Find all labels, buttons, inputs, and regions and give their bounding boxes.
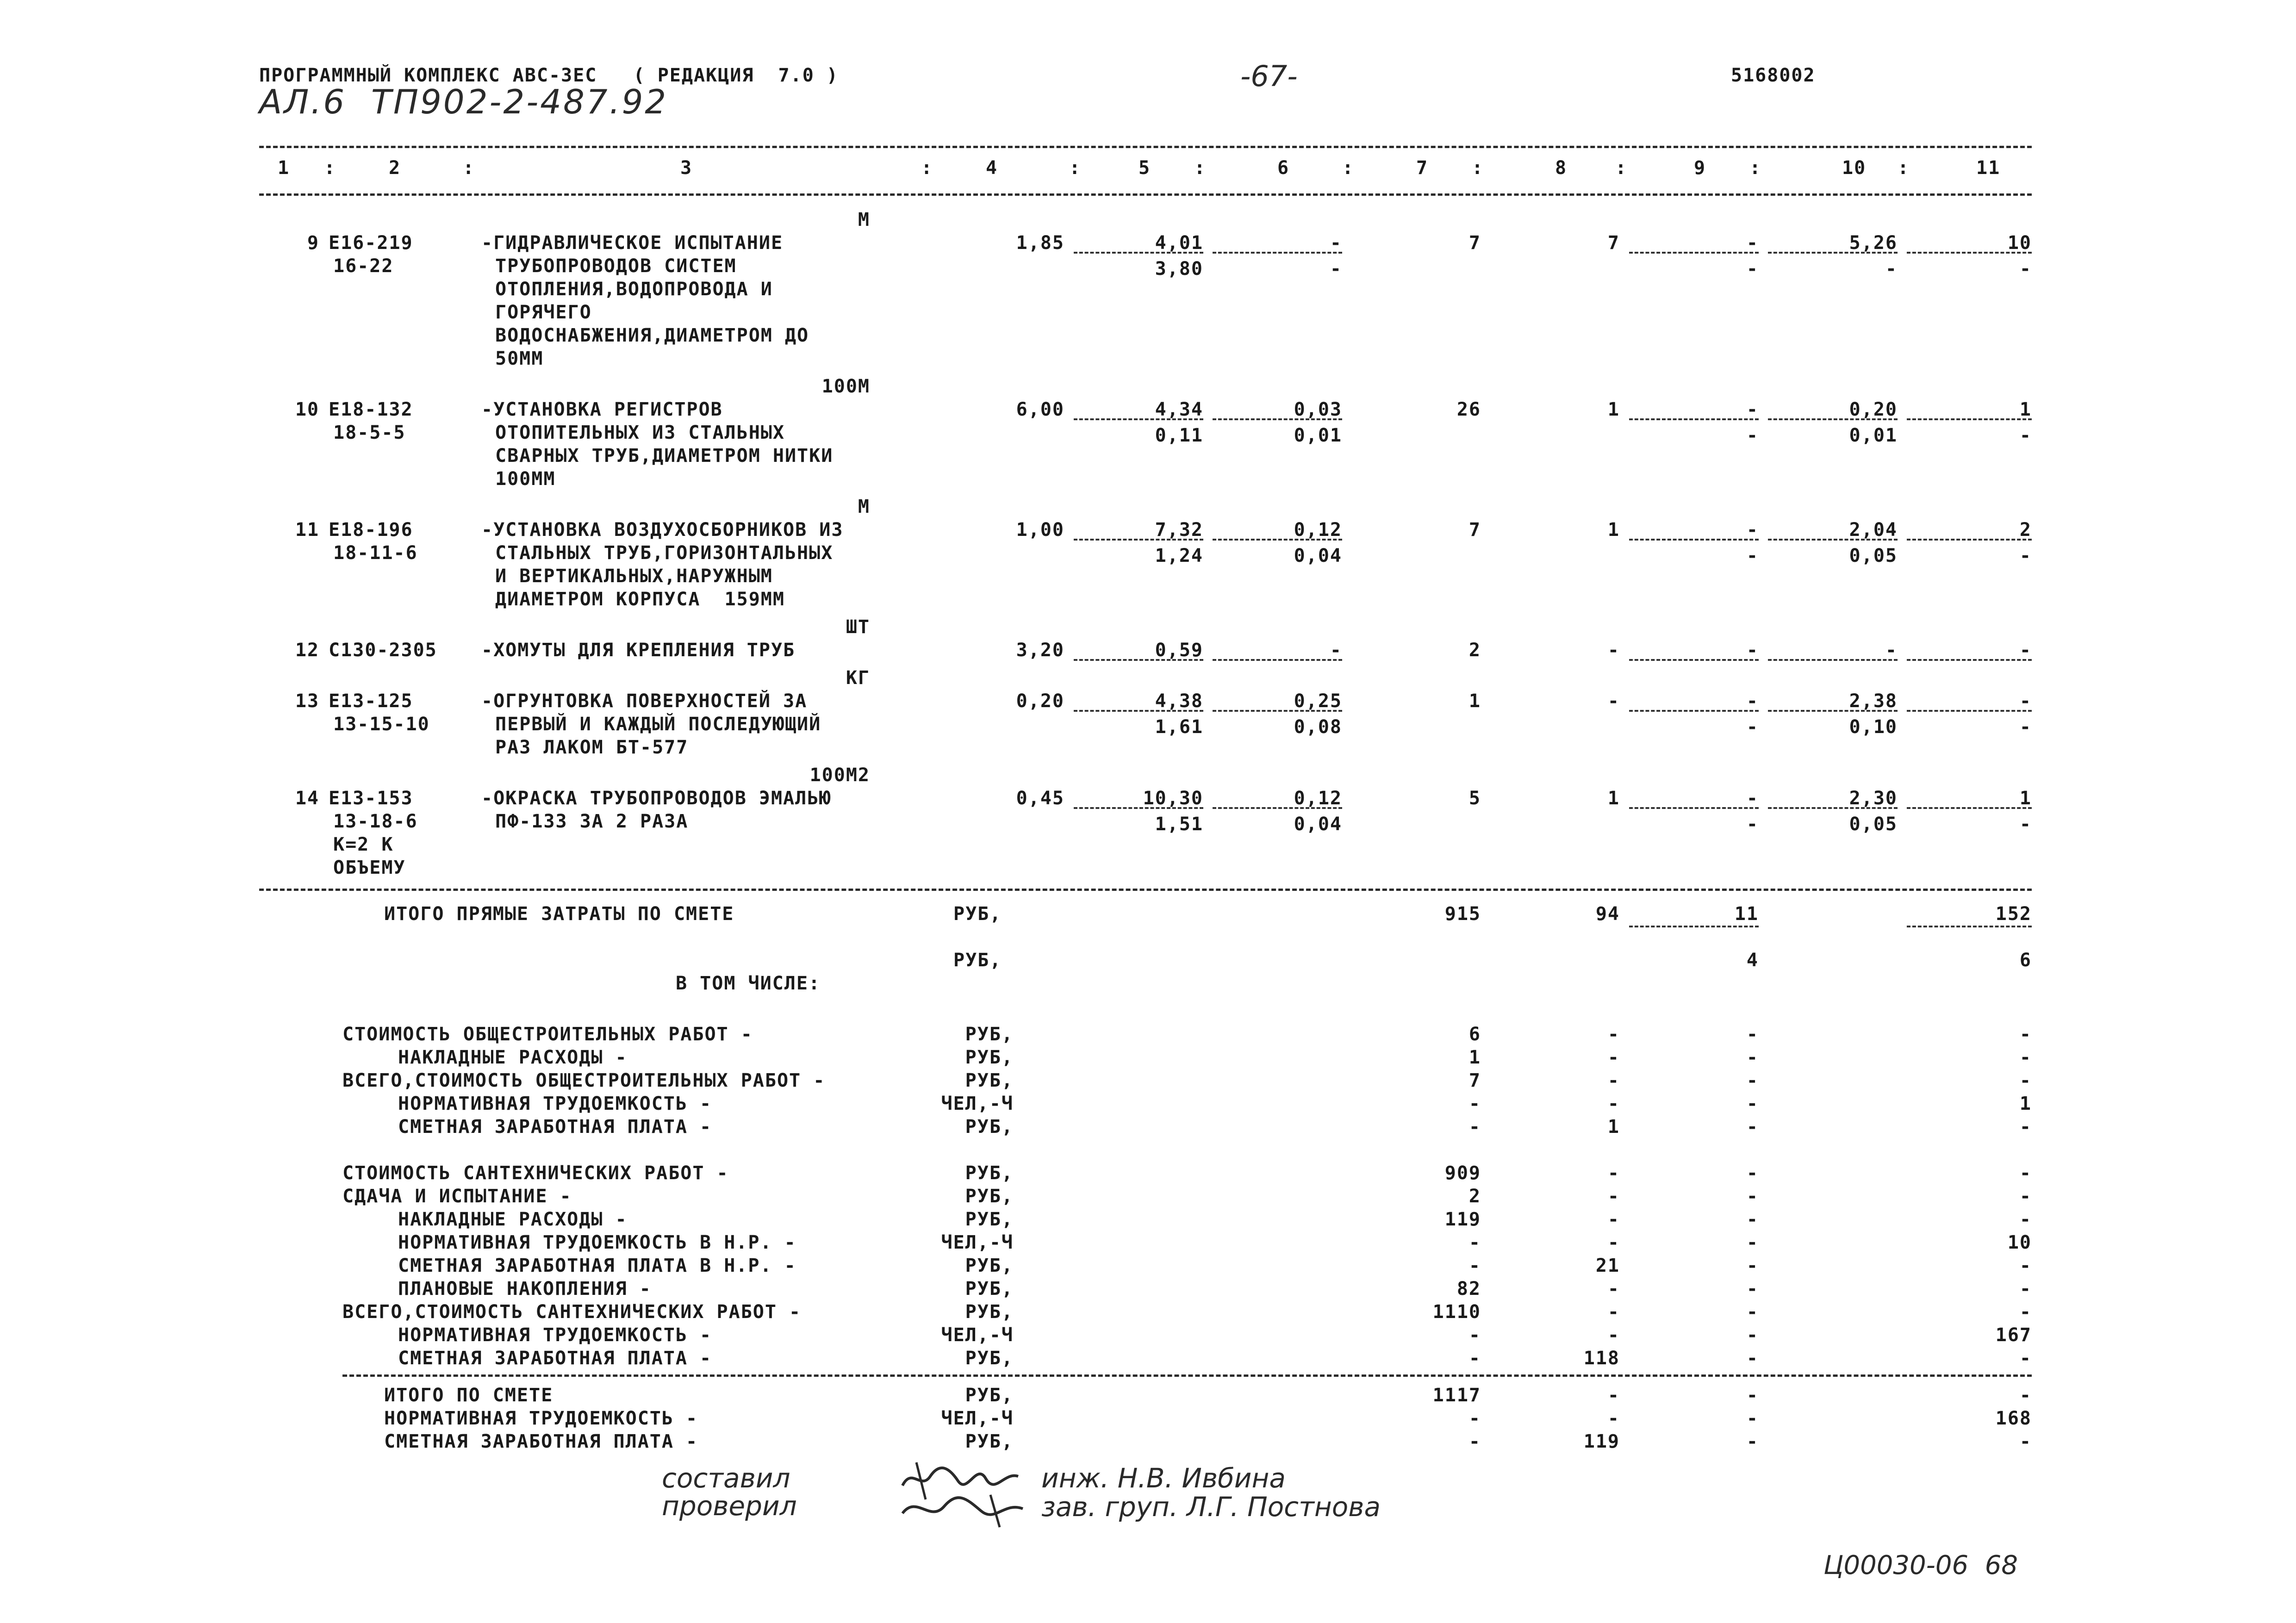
work-description: СТАЛЬНЫХ ТРУБ,ГОРИЗОНТАЛЬНЫХ [495,542,834,564]
column-header-9: 9 [1694,157,1706,179]
labor-total: 1 [2019,788,2032,809]
summary-labor: - [2019,1047,2032,1068]
row-number: 13 [295,690,319,712]
machine-wage: - [1746,545,1759,566]
unit-cost: 0,59 [1155,640,1203,661]
unit-cost: 4,01 [1155,232,1203,254]
norm-subcode: 13-15-10 [333,714,430,735]
labor-unit: 5,26 [1849,232,1898,254]
column-separator: : [1472,157,1484,179]
summary-labor: - [2019,1024,2032,1045]
summary-label: СМЕТНАЯ ЗАРАБОТНАЯ ПЛАТА В Н.Р. - [398,1255,796,1276]
norm-code: Е18-196 [329,519,413,541]
cell-divider [1074,539,1203,541]
cell-divider [1074,659,1203,661]
summary-cost: 2 [1468,1186,1481,1207]
total-cost: 2 [1468,640,1481,661]
labor-machine-total: - [2019,425,2032,446]
unit-cost-wage: 1,24 [1155,545,1203,566]
cell-divider [1768,539,1898,541]
total-wage: 7 [1607,232,1620,254]
labor-machine: 0,10 [1849,716,1898,738]
column-header-6: 6 [1277,157,1290,179]
cell-divider [1768,418,1898,420]
summary-cost: 6 [1468,1024,1481,1045]
machine-wage: - [1746,814,1759,835]
column-separator: : [1615,157,1628,179]
summary-machine: - [1746,1232,1759,1253]
summary-unit: РУБ, [965,1278,1014,1300]
summary-label: ВСЕГО,СТОИМОСТЬ ОБЩЕСТРОИТЕЛЬНЫХ РАБОТ - [342,1070,826,1091]
unit-wage-machine: 0,08 [1294,716,1342,738]
unit-wage: 0,12 [1294,788,1342,809]
final-labor: - [2019,1385,2032,1406]
work-description: 50ММ [495,348,544,369]
cell-divider [1907,807,2032,809]
cell-divider [1907,539,2032,541]
summary-unit: РУБ, [965,1186,1014,1207]
direct-machine-cost: 11 [1734,903,1759,925]
summary-machine: - [1746,1163,1759,1184]
summary-unit: РУБ, [965,1255,1014,1276]
norm-code: С130-2305 [329,640,437,661]
unit-cost: 4,34 [1155,399,1203,420]
cell-divider [1629,710,1759,712]
handwritten-signatures [898,1458,1037,1532]
machine-cost: - [1746,232,1759,254]
summary-machine: - [1746,1116,1759,1138]
summary-wage: - [1607,1209,1620,1230]
work-description: СВАРНЫХ ТРУБ,ДИАМЕТРОМ НИТКИ [495,445,834,466]
machine-cost: - [1746,519,1759,541]
labor-machine-total: - [2019,258,2032,280]
row-number: 11 [295,519,319,541]
labor-machine: 0,05 [1849,545,1898,566]
norm-subcode: 13-18-6 [333,811,418,832]
summary-labor: - [2019,1209,2032,1230]
unit-cost-wage: 0,11 [1155,425,1203,446]
unit-cost-wage: 1,51 [1155,814,1203,835]
column-header-7: 7 [1416,157,1429,179]
cell-divider [1213,252,1342,254]
labor-machine: 0,01 [1849,425,1898,446]
summary-wage: - [1607,1301,1620,1323]
cell-divider [1629,659,1759,661]
row-number: 10 [295,399,319,420]
total-wage: - [1607,640,1620,661]
work-description: ПЕРВЫЙ И КАЖДЫЙ ПОСЛЕДУЮЩИЙ [495,714,821,735]
summary-cost: - [1468,1116,1481,1138]
final-machine: - [1746,1431,1759,1452]
machine-cost: - [1746,788,1759,809]
summary-label: ПЛАНОВЫЕ НАКОПЛЕНИЯ - [398,1278,652,1300]
summary-label: ВСЕГО,СТОИМОСТЬ САНТЕХНИЧЕСКИХ РАБОТ - [342,1301,802,1323]
labor-machine: - [1885,258,1898,280]
cell-divider [1213,418,1342,420]
work-description: ГОРЯЧЕГО [495,302,592,323]
cell-divider [1768,807,1898,809]
total-wage: - [1607,690,1620,712]
summary-unit: РУБ, [965,1209,1014,1230]
column-header-4: 4 [986,157,998,179]
summary-unit: РУБ, [965,1163,1014,1184]
summary-wage: - [1607,1024,1620,1045]
program-header: ПРОГРАММНЫЙ КОМПЛЕКС АВС-3ЕС ( РЕДАКЦИЯ 7.0 ) [259,65,839,86]
final-unit: РУБ, [965,1431,1014,1452]
row-number: 9 [307,232,319,254]
summary-unit: РУБ, [965,1047,1014,1068]
machine-wage: - [1746,425,1759,446]
direct-labor: 152 [1995,903,2032,925]
summary-cost: 7 [1468,1070,1481,1091]
cell-divider [1768,659,1898,661]
summary-label: НОРМАТИВНАЯ ТРУДОЕМКОСТЬ - [398,1093,712,1114]
column-header-5: 5 [1139,157,1151,179]
final-wage: - [1607,1385,1620,1406]
summary-wage: 1 [1607,1116,1620,1138]
final-label: ИТОГО ПО СМЕТЕ [384,1385,554,1406]
summary-machine: - [1746,1255,1759,1276]
labor-machine-total: - [2019,814,2032,835]
summary-machine: - [1746,1070,1759,1091]
labor-unit: 2,30 [1849,788,1898,809]
summary-label: НАКЛАДНЫЕ РАСХОДЫ - [398,1209,628,1230]
summary-wage: - [1607,1278,1620,1300]
cell-divider [1074,418,1203,420]
including-label: В ТОМ ЧИСЛЕ: [676,973,821,994]
summary-label: НОРМАТИВНАЯ ТРУДОЕМКОСТЬ - [398,1325,712,1346]
column-separator: : [921,157,933,179]
summary-cost: - [1468,1348,1481,1369]
unit-wage-machine: 0,01 [1294,425,1342,446]
summary-label: СМЕТНАЯ ЗАРАБОТНАЯ ПЛАТА - [398,1348,712,1369]
volume-note: ОБЪЕМУ [333,857,406,878]
column-header-1: 1 [278,157,290,179]
summary-labor: 1 [2019,1093,2032,1114]
column-separator: : [1749,157,1762,179]
column-separator: : [324,157,336,179]
direct-labor-machine: 6 [2019,950,2032,971]
labor-machine-total: - [2019,716,2032,738]
norm-subcode: 18-5-5 [333,422,406,443]
work-description: -УСТАНОВКА ВОЗДУХОСБОРНИКОВ ИЗ [481,519,844,541]
work-description: 100ММ [495,468,556,490]
unit-rub: РУБ, [953,903,1002,925]
summary-labor: - [2019,1278,2032,1300]
machine-cost: - [1746,640,1759,661]
cell-divider [1074,807,1203,809]
cell-divider [1907,252,2032,254]
quantity: 0,45 [1016,788,1064,809]
direct-total-cost: 915 [1444,903,1481,925]
row-number: 14 [295,788,319,809]
summary-wage: - [1607,1325,1620,1346]
summary-machine: - [1746,1186,1759,1207]
summary-machine: - [1746,1209,1759,1230]
total-cost: 1 [1468,690,1481,712]
cell-divider [1907,926,2032,927]
work-description: -ХОМУТЫ ДЛЯ КРЕПЛЕНИЯ ТРУБ [481,640,796,661]
final-machine: - [1746,1408,1759,1429]
summary-label: НАКЛАДНЫЕ РАСХОДЫ - [398,1047,628,1068]
column-header-11: 11 [1976,157,2001,179]
direct-machine-wage: 4 [1746,950,1759,971]
summary-labor: - [2019,1163,2032,1184]
summary-labor: - [2019,1070,2032,1091]
summary-labor: - [2019,1255,2032,1276]
norm-code: Е16-219 [329,232,413,254]
column-separator: : [463,157,475,179]
labor-machine-total: - [2019,545,2032,566]
column-header-2: 2 [389,157,401,179]
machine-wage: - [1746,258,1759,280]
norm-code: Е13-153 [329,788,413,809]
work-description: ДИАМЕТРОМ КОРПУСА 159ММ [495,589,785,610]
summary-labor: - [2019,1301,2032,1323]
work-description: -ГИДРАВЛИЧЕСКОЕ ИСПЫТАНИЕ [481,232,784,254]
column-header-3: 3 [680,157,693,179]
summary-labor: - [2019,1186,2032,1207]
document-code: 5168002 [1731,65,1816,86]
direct-total-wage: 94 [1595,903,1620,925]
work-description: ОТОПИТЕЛЬНЫХ ИЗ СТАЛЬНЫХ [495,422,785,443]
summary-wage: - [1607,1047,1620,1068]
work-description: И ВЕРТИКАЛЬНЫХ,НАРУЖНЫМ [495,566,773,587]
summary-label: СТОИМОСТЬ ОБЩЕСТРОИТЕЛЬНЫХ РАБОТ - [342,1024,753,1045]
final-wage: - [1607,1408,1620,1429]
final-wage: 119 [1583,1431,1620,1452]
summary-label: СТОИМОСТЬ САНТЕХНИЧЕСКИХ РАБОТ - [342,1163,729,1184]
summary-unit: РУБ, [965,1348,1014,1369]
work-description: РАЗ ЛАКОМ БТ-577 [495,737,689,758]
labor-unit: 2,04 [1849,519,1898,541]
summary-unit: РУБ, [965,1301,1014,1323]
cell-divider [1629,926,1759,927]
final-label: СМЕТНАЯ ЗАРАБОТНАЯ ПЛАТА - [384,1431,698,1452]
labor-machine: 0,05 [1849,814,1898,835]
labor-unit: 0,20 [1849,399,1898,420]
summary-labor: 167 [1995,1325,2032,1346]
summary-cost: 909 [1444,1163,1481,1184]
summary-machine: - [1746,1047,1759,1068]
total-wage: 1 [1607,788,1620,809]
unit-cost-wage: 1,61 [1155,716,1203,738]
norm-code: Е13-125 [329,690,413,712]
checked-label: проверил [662,1490,797,1522]
column-header-8: 8 [1555,157,1568,179]
final-machine: - [1746,1385,1759,1406]
quantity: 3,20 [1016,640,1064,661]
summary-wage: - [1607,1186,1620,1207]
summary-wage: - [1607,1232,1620,1253]
summary-cost: - [1468,1325,1481,1346]
summary-cost: - [1468,1232,1481,1253]
total-wage: 1 [1607,519,1620,541]
summary-cost: - [1468,1093,1481,1114]
unit-label: 100М2 [809,765,870,786]
quantity: 0,20 [1016,690,1064,712]
total-cost: 7 [1468,232,1481,254]
labor-total: 2 [2019,519,2032,541]
summary-label: СДАЧА И ИСПЫТАНИЕ - [342,1186,572,1207]
unit-cost: 7,32 [1155,519,1203,541]
row-number: 12 [295,640,319,661]
unit-wage: 0,03 [1294,399,1342,420]
labor-total: - [2019,640,2032,661]
final-labor: - [2019,1431,2032,1452]
total-cost: 7 [1468,519,1481,541]
summary-cost: 119 [1444,1209,1481,1230]
quantity: 1,00 [1016,519,1064,541]
items-bottom-rule [259,889,2032,891]
summary-unit: ЧЕЛ,-Ч [941,1232,1014,1253]
cell-divider [1213,710,1342,712]
cell-divider [1629,539,1759,541]
final-label: НОРМАТИВНАЯ ТРУДОЕМКОСТЬ - [384,1408,698,1429]
summary-cost: 82 [1456,1278,1481,1300]
composed-label: составил [662,1462,790,1494]
summary-unit: ЧЕЛ,-Ч [941,1093,1014,1114]
labor-total: 1 [2019,399,2032,420]
cell-divider [1213,807,1342,809]
summary-labor: - [2019,1348,2032,1369]
composed-name: инж. Н.В. Ивбина [1041,1462,1286,1494]
cell-divider [1629,807,1759,809]
norm-subcode: 18-11-6 [333,542,418,564]
unit-cost: 4,38 [1155,690,1203,712]
norm-subcode: 16-22 [333,255,394,277]
unit-wage-machine: 0,04 [1294,545,1342,566]
unit-label: 100М [821,376,870,397]
sheet-stamp: Ц00030-06 68 [1823,1550,2018,1580]
summary-unit: РУБ, [965,1024,1014,1045]
work-description: ТРУБОПРОВОДОВ СИСТЕМ [495,255,737,277]
summary-labor: 10 [2007,1232,2032,1253]
summary-cost: - [1468,1255,1481,1276]
cell-divider [1629,252,1759,254]
summary-label: СМЕТНАЯ ЗАРАБОТНАЯ ПЛАТА - [398,1116,712,1138]
unit-rub: РУБ, [953,950,1002,971]
summary-machine: - [1746,1093,1759,1114]
cell-divider [1907,418,2032,420]
summary-labor: - [2019,1116,2032,1138]
summary-machine: - [1746,1278,1759,1300]
quantity: 6,00 [1016,399,1064,420]
cell-divider [1213,659,1342,661]
cell-divider [1768,252,1898,254]
summary-machine: - [1746,1301,1759,1323]
column-separator: : [1342,157,1355,179]
final-labor: 168 [1995,1408,2032,1429]
quantity: 1,85 [1016,232,1064,254]
final-rule [342,1374,2032,1377]
summary-cost: 1110 [1432,1301,1481,1323]
total-cost: 5 [1468,788,1481,809]
summary-machine: - [1746,1024,1759,1045]
handwritten-reference: АЛ.6 ТП902-2-487.92 [259,82,668,121]
norm-code: Е18-132 [329,399,413,420]
work-description: ПФ-133 ЗА 2 РАЗА [495,811,689,832]
labor-total: - [2019,690,2032,712]
total-cost: 26 [1456,399,1481,420]
cell-divider [1629,418,1759,420]
direct-costs-label: ИТОГО ПРЯМЫЕ ЗАТРАТЫ ПО СМЕТЕ [384,903,734,925]
summary-wage: - [1607,1163,1620,1184]
unit-wage: 0,25 [1294,690,1342,712]
final-cost: - [1468,1408,1481,1429]
page-number: -67- [1240,59,1298,93]
unit-label: КГ [846,667,870,689]
work-description: ВОДОСНАБЖЕНИЯ,ДИАМЕТРОМ ДО [495,325,809,346]
unit-wage: - [1330,640,1342,661]
unit-label: М [858,496,870,517]
machine-wage: - [1746,716,1759,738]
summary-unit: РУБ, [965,1116,1014,1138]
column-separator: : [1069,157,1082,179]
summary-wage: 118 [1583,1348,1620,1369]
final-unit: ЧЕЛ,-Ч [941,1408,1014,1429]
unit-cost-wage: 3,80 [1155,258,1203,280]
final-cost: 1117 [1432,1385,1481,1406]
cell-divider [1907,659,2032,661]
work-description: ОТОПЛЕНИЯ,ВОДОПРОВОДА И [495,279,773,300]
summary-machine: - [1746,1325,1759,1346]
cell-divider [1907,710,2032,712]
summary-machine: - [1746,1348,1759,1369]
final-cost: - [1468,1431,1481,1452]
column-header-10: 10 [1842,157,1867,179]
total-wage: 1 [1607,399,1620,420]
summary-cost: 1 [1468,1047,1481,1068]
cell-divider [1074,252,1203,254]
cell-divider [1768,710,1898,712]
labor-unit: - [1885,640,1898,661]
machine-cost: - [1746,690,1759,712]
unit-label: М [858,209,870,230]
unit-wage-machine: 0,04 [1294,814,1342,835]
unit-wage: 0,12 [1294,519,1342,541]
summary-label: НОРМАТИВНАЯ ТРУДОЕМКОСТЬ В Н.Р. - [398,1232,796,1253]
cell-divider [1074,710,1203,712]
labor-total: 10 [2007,232,2032,254]
cell-divider [1213,539,1342,541]
summary-unit: РУБ, [965,1070,1014,1091]
final-unit: РУБ, [965,1385,1014,1406]
unit-cost: 10,30 [1143,788,1203,809]
machine-cost: - [1746,399,1759,420]
summary-unit: ЧЕЛ,-Ч [941,1325,1014,1346]
unit-wage-machine: - [1330,258,1342,280]
labor-unit: 2,38 [1849,690,1898,712]
column-separator: : [1898,157,1910,179]
work-description: -УСТАНОВКА РЕГИСТРОВ [481,399,723,420]
summary-wage: 21 [1595,1255,1620,1276]
summary-wage: - [1607,1070,1620,1091]
column-separator: : [1194,157,1207,179]
unit-wage: - [1330,232,1342,254]
volume-note: К=2 К [333,834,394,855]
summary-wage: - [1607,1093,1620,1114]
checked-name: зав. груп. Л.Г. Постнова [1041,1491,1381,1523]
unit-label: ШТ [846,616,870,638]
work-description: -ОКРАСКА ТРУБОПРОВОДОВ ЭМАЛЬЮ [481,788,832,809]
work-description: -ОГРУНТОВКА ПОВЕРХНОСТЕЙ ЗА [481,690,808,712]
